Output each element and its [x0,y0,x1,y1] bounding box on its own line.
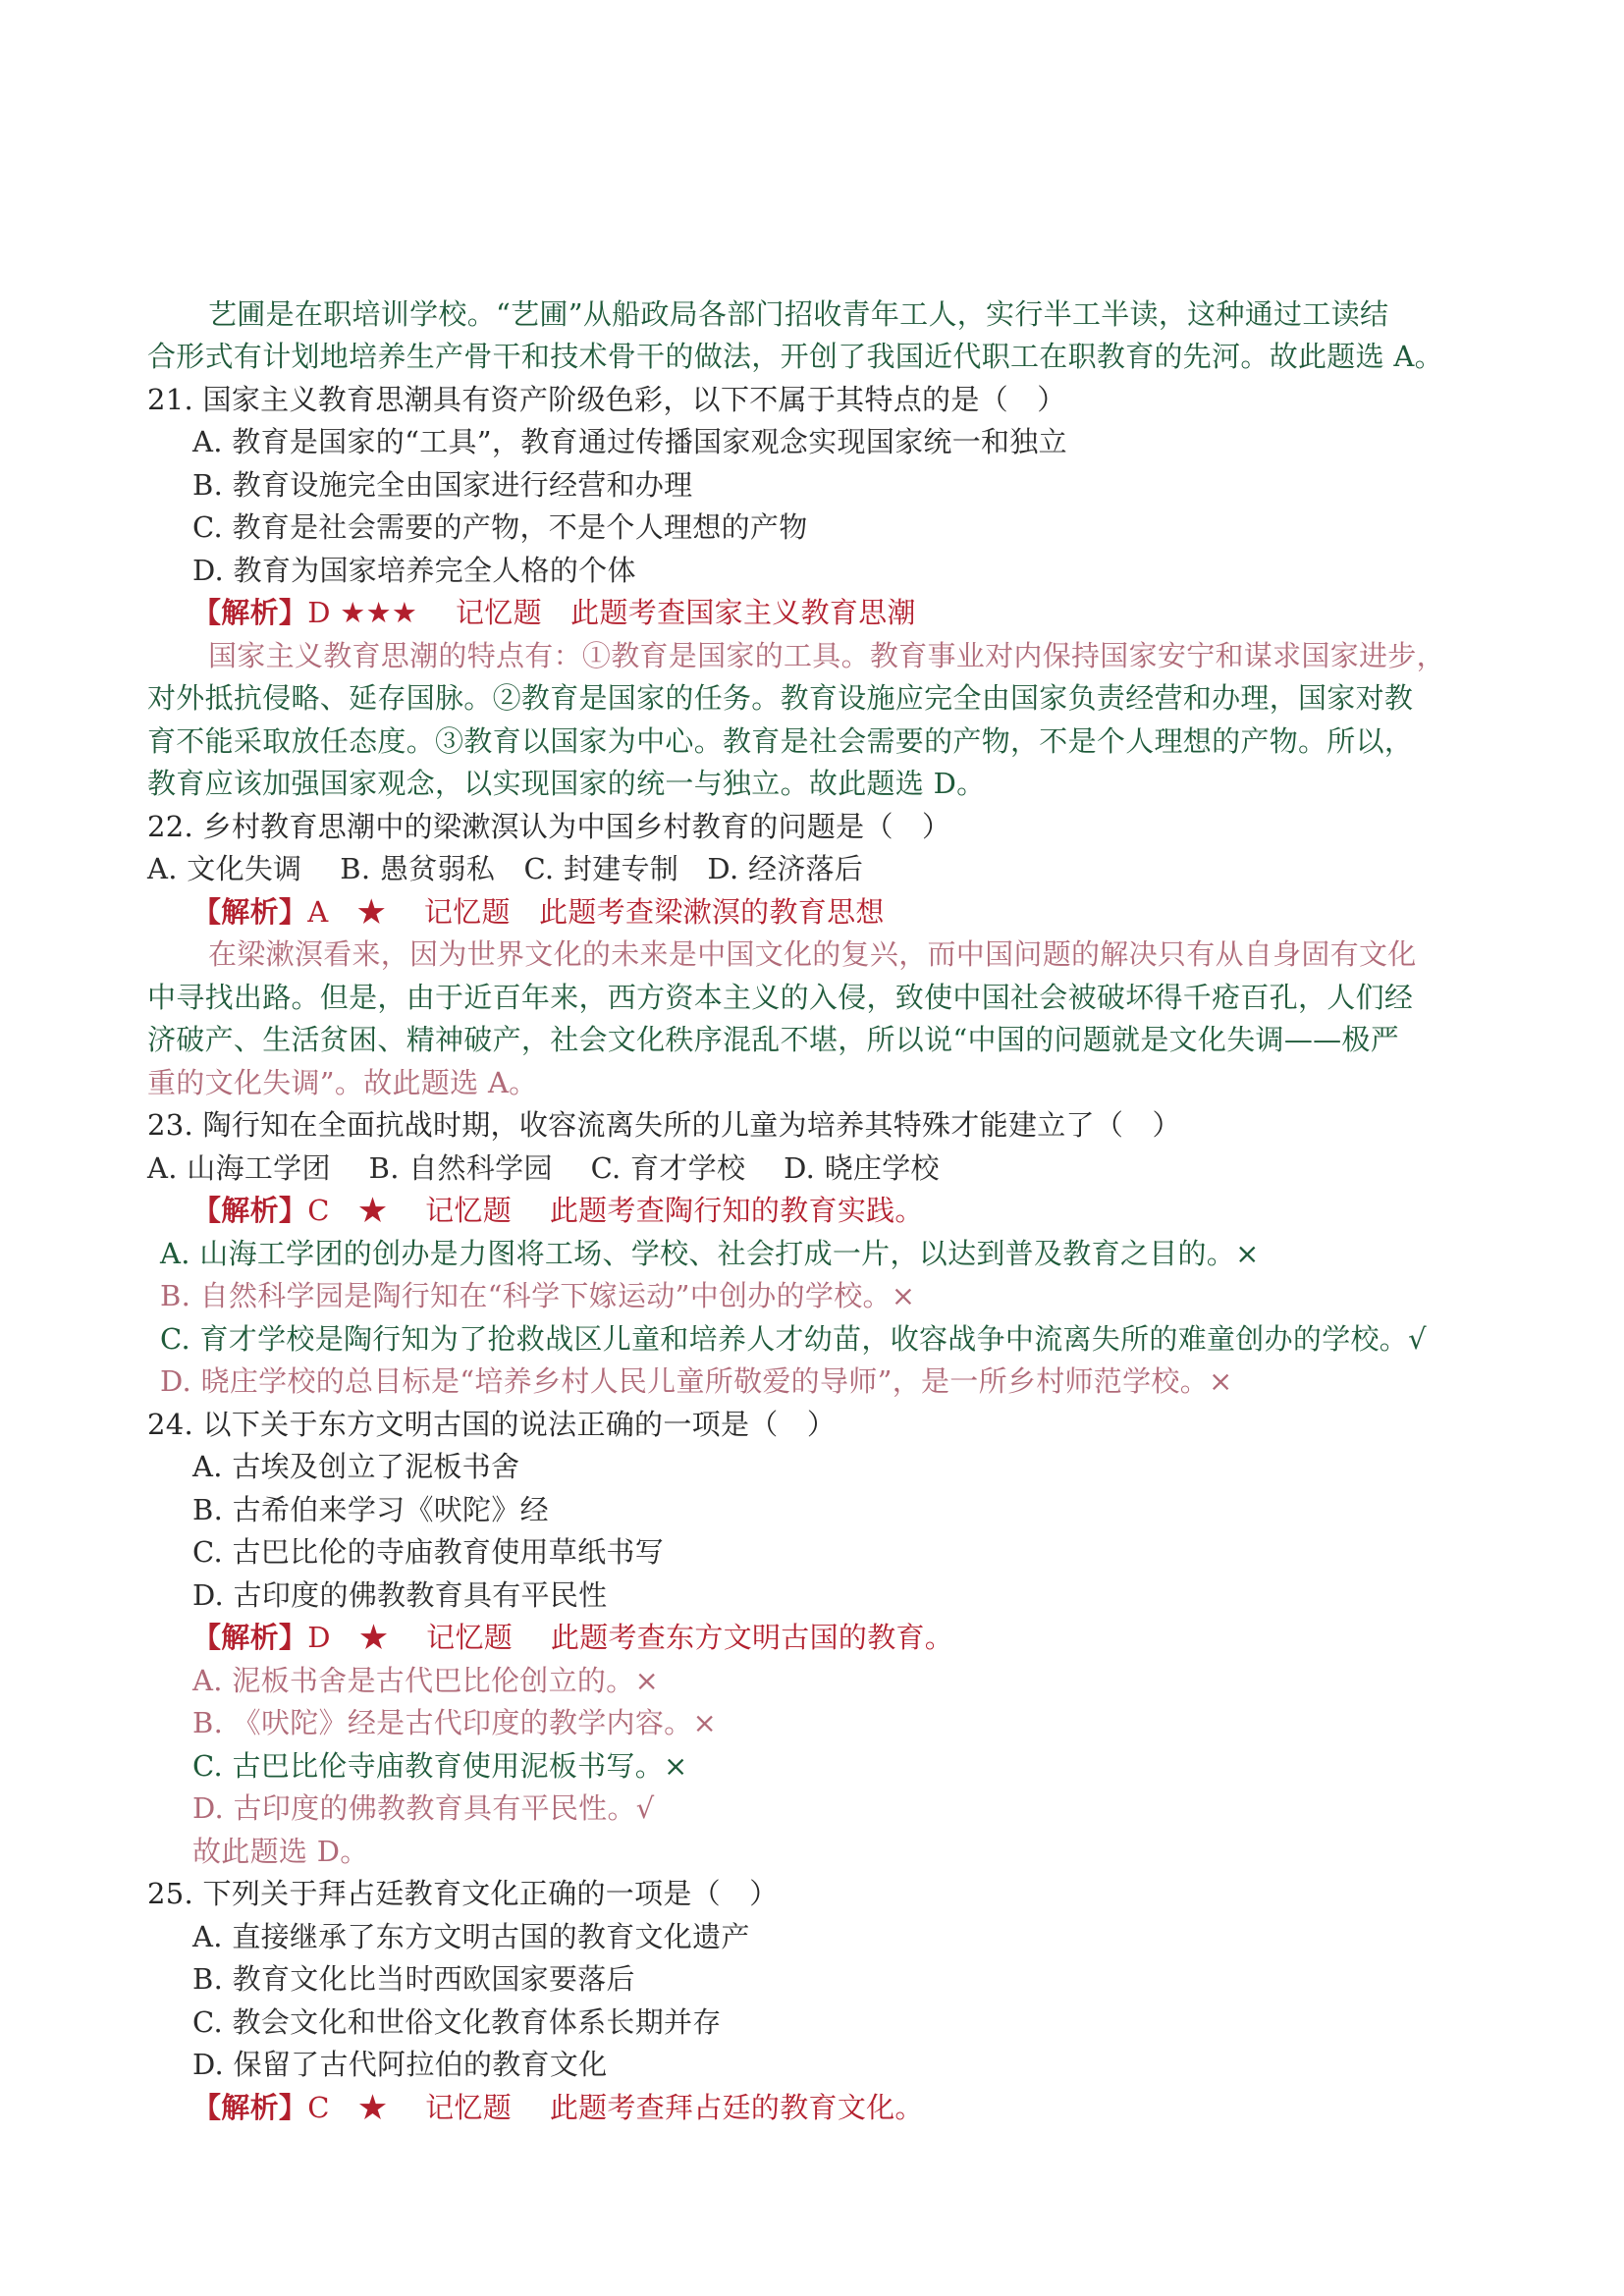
q25-option-a: A. 直接继承了东方文明古国的教育文化遗产 [192,1920,750,1953]
question-25: 25. 下列关于拜占廷教育文化正确的一项是（ ） [147,1877,779,1910]
q24-explanation-b: B. 《吠陀》经是古代印度的教学内容。× [192,1706,718,1739]
answer-detail: D ★★★ 记忆题 此题考查国家主义教育思潮 [307,596,916,629]
q21-option-a: A. 教育是国家的“工具”，教育通过传播国家观念实现国家统一和独立 [192,425,1067,458]
q25-option-c: C. 教会文化和世俗文化教育体系长期并存 [192,2005,722,2039]
q22-explanation-line-1: 在梁漱溟看来，因为世界文化的未来是中国文化的复兴，而中国问题的解决只有从自身固有文化 [208,937,1417,971]
q24-explanation-a: A. 泥板书舍是古代巴比伦创立的。× [192,1664,660,1697]
q24-conclusion: 故此题选 D。 [192,1835,369,1868]
analysis-tag: 【解析】 [192,1194,308,1227]
q25-option-b: B. 教育文化比当时西欧国家要落后 [192,1962,635,1996]
answer-detail: D ★ 记忆题 此题考查东方文明古国的教育。 [307,1621,954,1654]
q21-explanation-line-1: 国家主义教育思潮的特点有：①教育是国家的工具。教育事业对内保持国家安宁和谋求国家进步， [208,639,1445,672]
q21-option-c: C. 教育是社会需要的产物，不是个人理想的产物 [192,510,808,544]
q22-explanation-line-2: 中寻找出路。但是，由于近百年来，西方资本主义的入侵，致使中国社会被破坏得千疮百孔，人们经 [147,981,1414,1014]
q23-explanation-c: C. 育才学校是陶行知为了抢救战区儿童和培养人才幼苗，收容战争中流离失所的难童创办的学校。√ [160,1322,1427,1356]
analysis-tag: 【解析】 [192,1621,308,1654]
q24-option-b: B. 古希伯来学习《吠陀》经 [192,1493,549,1526]
q24-option-a: A. 古埃及创立了泥板书舍 [192,1450,520,1483]
q21-explanation-line-2: 对外抵抗侵略、延存国脉。②教育是国家的任务。教育设施应完全由国家负责经营和办理，国家对教 [147,681,1414,715]
q23-explanation-b: B. 自然科学园是陶行知在“科学下嫁运动”中创办的学校。× [160,1279,916,1312]
intro-text-line-2: 合形式有计划地培养生产骨干和技术骨干的做法，开创了我国近代职工在职教育的先河。故此题选 A。 [147,340,1443,373]
answer-detail: C ★ 记忆题 此题考查拜占廷的教育文化。 [307,2091,924,2124]
q23-options: A. 山海工学团 B. 自然科学园 C. 育才学校 D. 晓庄学校 [147,1151,940,1185]
q25-answer [192,2090,924,2125]
answer-detail: A ★ 记忆题 此题考查梁漱溟的教育思想 [307,895,885,929]
q24-option-c: C. 古巴比伦的寺庙教育使用草纸书写 [192,1535,664,1569]
answer-detail: C ★ 记忆题 此题考查陶行知的教育实践。 [307,1194,924,1227]
q23-explanation-a: A. 山海工学团的创办是力图将工场、学校、社会打成一片，以达到普及教育之目的。× [160,1237,1260,1270]
question-24: 24. 以下关于东方文明古国的说法正确的一项是（ ） [147,1408,837,1441]
q21-explanation-line-4: 教育应该加强国家观念，以实现国家的统一与独立。故此题选 D。 [147,767,986,800]
question-22: 22. 乡村教育思潮中的梁漱溟认为中国乡村教育的问题是（ ） [147,810,951,843]
q21-option-b: B. 教育设施完全由国家进行经营和办理 [192,468,693,502]
q22-explanation-line-3: 济破产、生活贫困、精神破产，社会文化秩序混乱不堪，所以说“中国的问题就是文化失调——极严 [147,1023,1400,1056]
q22-options: A. 文化失调 B. 愚贫弱私 C. 封建专制 D. 经济落后 [147,852,864,885]
intro-text-line-1: 艺圃是在职培训学校。“艺圃”从船政局各部门招收青年工人，实行半工半读，这种通过工读结 [208,297,1389,331]
q21-option-d: D. 教育为国家培养完全人格的个体 [192,554,636,587]
question-21: 21. 国家主义教育思潮具有资产阶级色彩，以下不属于其特点的是（ ） [147,383,1066,416]
q22-answer [192,894,885,930]
analysis-tag: 【解析】 [192,2091,308,2124]
q21-answer [192,595,916,630]
q24-explanation-d: D. 古印度的佛教教育具有平民性。√ [192,1791,655,1825]
question-23: 23. 陶行知在全面抗战时期，收容流离失所的儿童为培养其特殊才能建立了（ ） [147,1108,1181,1142]
q24-answer [192,1620,953,1655]
q23-answer [192,1193,924,1228]
analysis-tag: 【解析】 [192,895,308,929]
q25-option-d: D. 保留了古代阿拉伯的教育文化 [192,2048,608,2081]
q23-explanation-d: D. 晓庄学校的总目标是“培养乡村人民儿童所敬爱的导师”，是一所乡村师范学校。× [160,1364,1233,1398]
q24-option-d: D. 古印度的佛教教育具有平民性 [192,1578,608,1612]
q21-explanation-line-3: 育不能采取放任态度。③教育以国家为中心。教育是社会需要的产物，不是个人理想的产物。所以， [147,724,1414,758]
q24-explanation-c: C. 古巴比伦寺庙教育使用泥板书写。× [192,1749,688,1783]
analysis-tag: 【解析】 [192,596,308,629]
q22-explanation-line-4: 重的文化失调”。故此题选 A。 [147,1066,538,1099]
